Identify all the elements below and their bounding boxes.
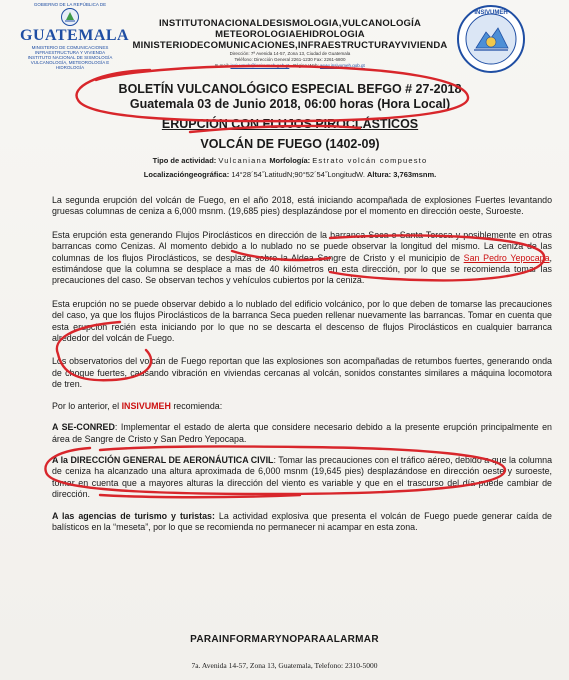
activity-meta (60, 155, 520, 166)
activity-type-label: Tipo de actividad: (152, 156, 217, 165)
turismo-label: A las agencias de turismo y turistas: (52, 510, 215, 521)
altitude-label: Altura: (367, 170, 392, 179)
contact-phone: Teléfono: Dirección General 2261-1230 Fax: 2261-6800 (234, 57, 346, 62)
paragraph-3: Esta erupción no se puede observar debido a lo nublado del edificio volcánico, por lo que deben de tomarse las precauciones del caso, ya que los flujos Piroclásticos de la barranca Seca pueden rellenar nuevamente las barrancas. Tomar en cuenta que esta erupción recién esta iniciando por lo que no se descarta el descenso de flujos Piroclásticos en cualquier barranca alrededor del volcán de Fuego. (52, 298, 552, 344)
paragraph-5-insivumeh: INSIVUMEH (121, 400, 171, 411)
insivumeh-seal (456, 4, 526, 74)
event-title: ERUPCIÓN CON FLUJOS PIROCLÁSTICOS (161, 117, 419, 131)
gt-wordmark: GUATEMALA (20, 27, 130, 44)
bulletin-titles (60, 82, 520, 180)
paragraph-2-a: Esta erupción esta generando Flujos Piroclásticos en dirección de la barranca Seca o Santa Teresa y posiblemente en otras barrancas como Cenizas. Al momento debido a lo nublado no se puede observar la longitud del mismo. La ceniza de las columnas de los flujos Piroclásticos, se desplaza sobre la Aldea Sangre de Cristo y el municipio de (52, 229, 552, 263)
paragraph-5-c: recomienda: (170, 400, 223, 411)
paragraph-aeronautica (52, 455, 552, 501)
footer-slogan: PARAINFORMARYNOPARAALARMAR (190, 634, 379, 645)
paragraph-2-highlight: San Pedro Yepocapa (463, 252, 550, 263)
paragraph-4: Los observatorios del volcán de Fuego reportan que las explosiones son acompañadas de retumbos fuertes, generando onda de choque fuertes, causando vibración en viviendas cercanas al volcán, sonidos constantes similares a máquina locomotora de tren. (52, 356, 552, 390)
institution-header (130, 18, 450, 69)
bulletin-body (52, 195, 552, 543)
paragraph-turismo (52, 511, 552, 534)
gt-institute: INSTITUTO NACIONAL DE SISMOLOGÍA VULCANOLOGÍA, METEOROLOGÍA E HIDROLOGÍA (27, 55, 113, 70)
guatemala-government-logo (20, 2, 130, 70)
gt-emblem (20, 7, 120, 27)
web-label: Página Web: (293, 63, 319, 68)
paragraph-5 (52, 401, 552, 412)
paragraph-5-a: Por lo anterior, el (52, 400, 122, 411)
paragraph-conred (52, 422, 552, 445)
contact-address: Dirección: 7ª Avenida 14-57, Zona 13, Ciudad de Guatemala (229, 51, 351, 56)
location-meta (60, 169, 520, 180)
volcano-title: VOLCÁN DE FUEGO (1402-09) (200, 137, 380, 151)
gt-ministry: MINISTERIO DE COMUNICACIONES INFRAESTRUCTURA Y VIVIENDA (31, 45, 109, 55)
paragraph-2 (52, 230, 552, 287)
web-link[interactable]: www.insivumeh.gob.gt (320, 63, 365, 68)
institution-line-3: MINISTERIODECOMUNICACIONES,INFRAESTRUCTURAYVIVIENDA (132, 40, 448, 51)
activity-type-value: Vulcaniana (218, 156, 268, 165)
quetzal-emblem-icon (60, 7, 80, 27)
aeronautica-text: : Tomar las precauciones con el tráfico aéreo, debido a que la columna de ceniza ha alcanzado una altura aproximada de 6,000 msnm (19,645 pies) desplazándose en dirección oeste y suroeste, tomar en cuenta que a mayores alturas la dirección del viento es variable y que en el trascurso del día puede cambiar de dirección. (52, 454, 552, 500)
morphology-value: Estrato volcán compuesto (312, 156, 428, 165)
altitude-value: 3,763msnm. (393, 170, 437, 179)
email-label: E-mail: (215, 63, 230, 68)
contact-email-web (130, 63, 450, 69)
conred-label: A SE-CONRED (52, 422, 115, 433)
institution-line-1: INSTITUTONACIONALDESISMOLOGIA,VULCANOLOGÍA (158, 18, 422, 29)
footer-address: 7a. Avenida 14-57, Zona 13, Guatemala, Telefono: 2310-5000 (191, 661, 378, 670)
location-label: Localizacióngeográfica: (143, 170, 230, 179)
paragraph-1: La segunda erupción del volcán de Fuego, en el año 2018, está iniciando acompañada de explosiones Fuertes levantando gruesas columnas de ceniza a 6,000 msnm. (19,685 pies) desplazándose por el momento en dirección oeste, Suroeste. (52, 195, 552, 217)
morphology-label: Morfología: (269, 156, 311, 165)
paragraph-2-b: , estimándose que la columna se desplace a mas de 40 kilómetros en esta dirección, por lo que se recomienda tomar las precauciones del caso. Se observan techos y vehículos cubiertos por la ceniza. (52, 252, 553, 286)
seal-text: INSIVUMEH (474, 10, 508, 16)
aeronautica-label: A la DIRECCIÓN GENERAL DE AERONÁUTICA CIVIL (52, 454, 274, 465)
gt-small-top: GOBIERNO DE LA REPÚBLICA DE (33, 2, 107, 7)
location-value: 14°28´54˝LatitudN;90°52´54˝LongitudW. (231, 170, 365, 179)
conred-text: : Implementar el estado de alerta que considere necesario debido a la presente erupción principalmente en área de Sangre de Cristo y San Pedro Yepocapa. (52, 422, 552, 444)
institution-line-2: METEOROLOGIAEHIDROLOGIA (215, 29, 365, 40)
bulletin-date: Guatemala 03 de Junio 2018, 06:00 horas (Hora Local) (129, 97, 451, 111)
bulletin-title: BOLETÍN VULCANOLÓGICO ESPECIAL BEFGO # 27-2018 (118, 82, 462, 96)
email-link[interactable]: insivumeh@insivumeh.gob.gt (230, 63, 290, 68)
turismo-text: La actividad explosiva que presenta el volcán de Fuego puede generar caída de balísticos en la “meseta”, por lo que se recomienda no permanecer ni acampar en esta zona. (52, 510, 552, 532)
